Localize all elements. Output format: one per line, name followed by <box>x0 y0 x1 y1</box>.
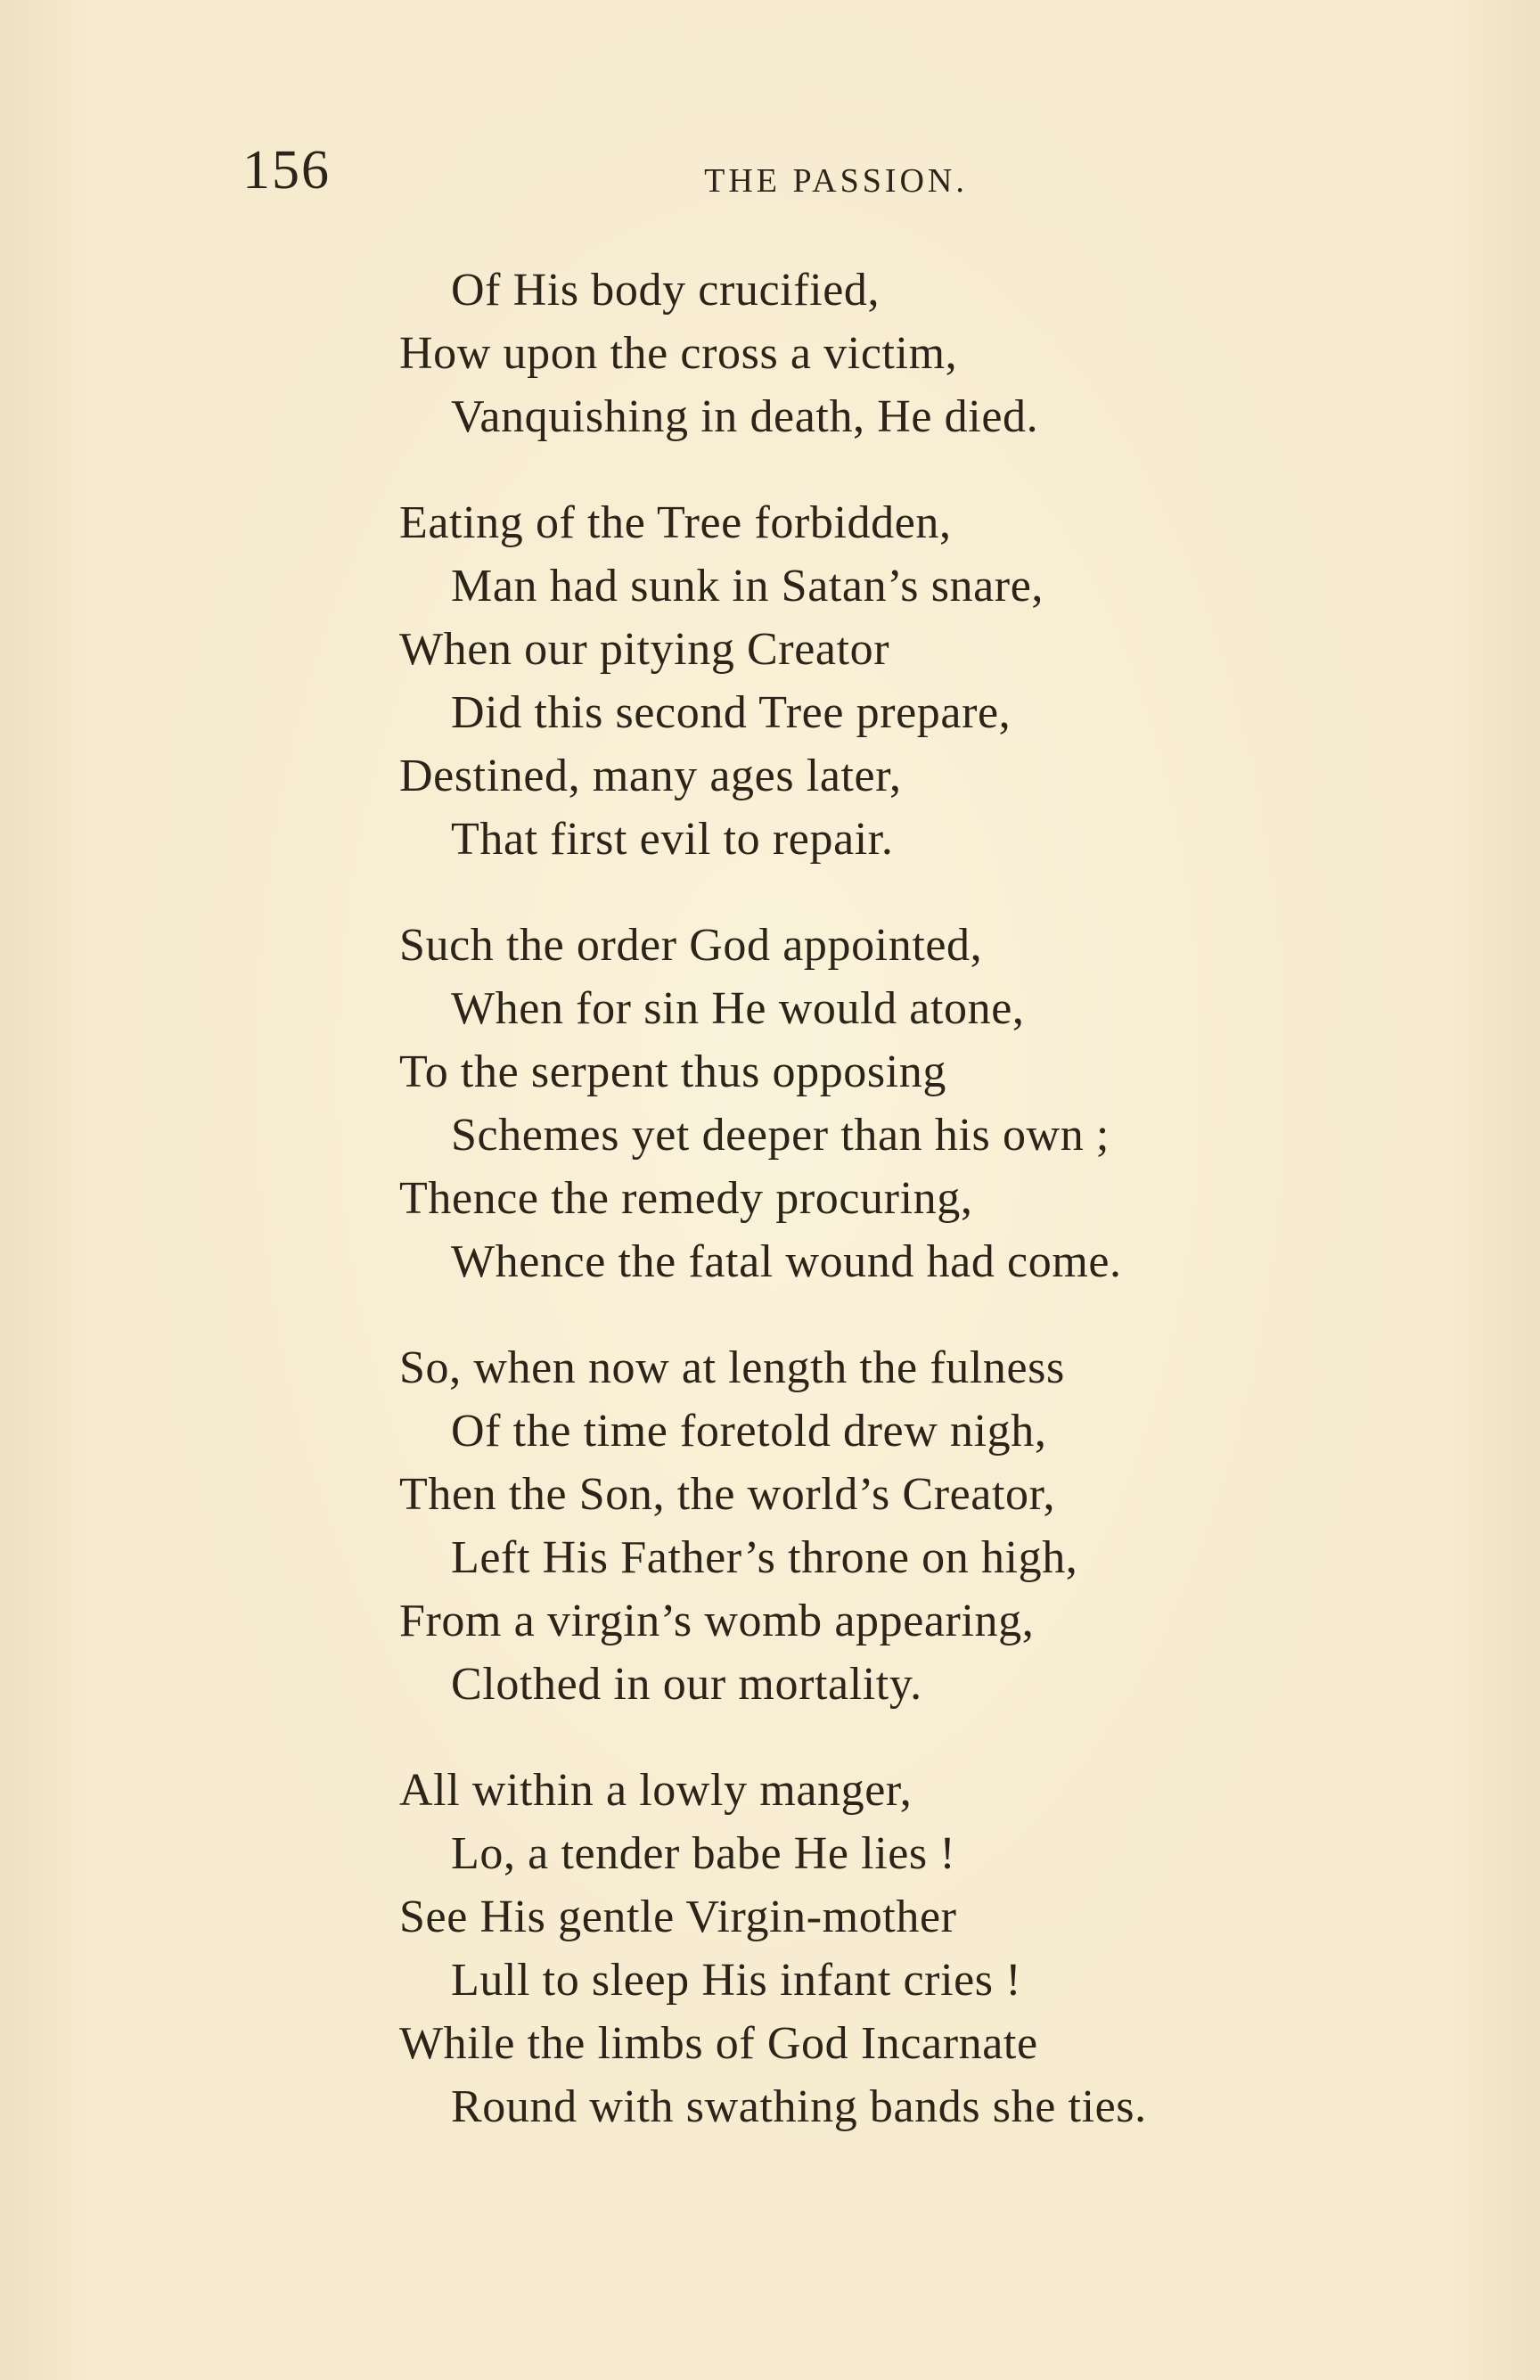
poem <box>399 259 1380 2138</box>
poem-line: Of the time foretold drew nigh, <box>451 1406 1047 1457</box>
poem-line: Clothed in our mortality. <box>451 1659 922 1710</box>
running-title: THE PASSION. <box>704 162 968 200</box>
poem-line: Whence the fatal wound had come. <box>451 1236 1122 1287</box>
poem-line: To the serpent thus opposing <box>399 1046 946 1097</box>
poem-line: Thence the remedy procuring, <box>399 1173 973 1224</box>
poem-line: When our pitying Creator <box>399 624 890 675</box>
stanza-3 <box>399 914 1380 1293</box>
poem-line: So, when now at length the fulness <box>399 1342 1065 1393</box>
poem-line: Man had sunk in Satan’s snare, <box>451 561 1044 611</box>
poem-line: That first evil to repair. <box>451 814 894 865</box>
stanza-gap <box>399 448 1380 491</box>
poem-line: When for sin He would atone, <box>451 983 1025 1034</box>
poem-line: Did this second Tree prepare, <box>451 687 1012 738</box>
stanza-gap <box>399 1716 1380 1759</box>
poem-line: Destined, many ages later, <box>399 751 902 801</box>
poem-line: Vanquishing in death, He died. <box>451 391 1039 442</box>
poem-line: See His gentle Virgin-mother <box>399 1892 957 1942</box>
poem-line: Schemes yet deeper than his own ; <box>451 1110 1110 1161</box>
poem-line: Such the order God appointed, <box>399 920 983 971</box>
stanza-2 <box>399 491 1380 871</box>
poem-line: Lull to sleep His infant cries ! <box>451 1955 1022 2006</box>
poem-line: Of His body crucified, <box>451 265 881 316</box>
poem-line: Left His Father’s throne on high, <box>451 1532 1078 1583</box>
running-title-wrapper <box>0 164 1540 198</box>
poem-line: How upon the cross a victim, <box>399 328 958 379</box>
stanza-1 <box>399 259 1380 448</box>
stanza-gap <box>399 871 1380 914</box>
stanza-4 <box>399 1336 1380 1716</box>
poem-line: All within a lowly manger, <box>399 1765 913 1816</box>
poem-line: Eating of the Tree forbidden, <box>399 497 952 548</box>
stanza-gap <box>399 1293 1380 1336</box>
poem-line: Then the Son, the world’s Creator, <box>399 1469 1056 1520</box>
poem-line: From a virgin’s womb appearing, <box>399 1596 1035 1646</box>
poem-line: Round with swathing bands she ties. <box>451 2081 1147 2132</box>
poem-line: Lo, a tender babe He lies ! <box>451 1828 956 1879</box>
poem-line: While the limbs of God Incarnate <box>399 2018 1038 2069</box>
page-number: 156 <box>242 140 331 201</box>
stanza-5 <box>399 1759 1380 2138</box>
